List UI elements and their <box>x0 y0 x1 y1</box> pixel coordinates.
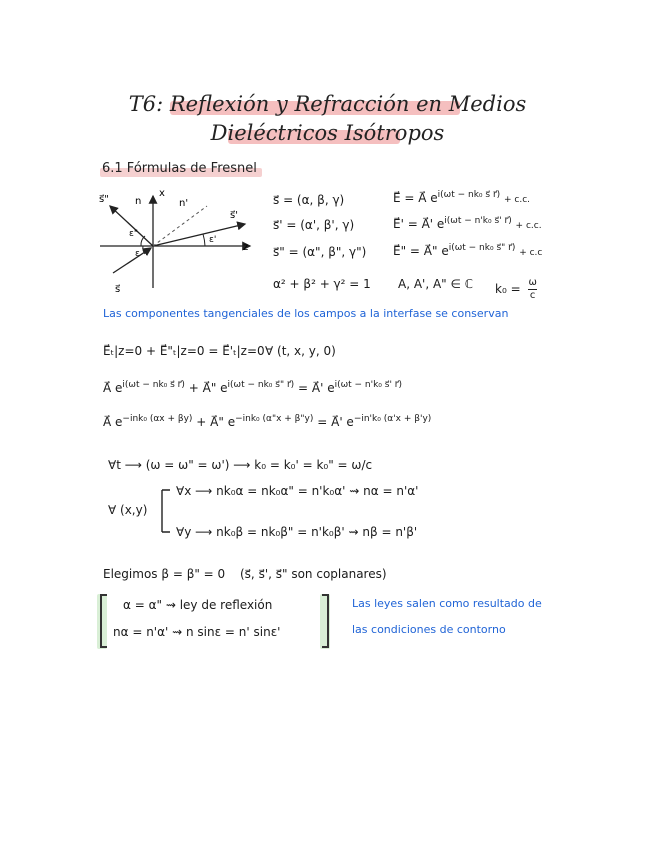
laws-note-line1: Las leyes salen como resultado de <box>352 597 542 610</box>
label-s-trans: s⃗' <box>230 210 238 221</box>
boundary-eq1: E⃗ₜ|z=0 + E⃗"ₜ|z=0 = E⃗'ₜ|z=0 <box>103 344 265 358</box>
consequence-time: ∀t ⟶ (ω = ω" = ω') ⟶ k₀ = k₀' = k₀" = ω/c <box>108 458 373 472</box>
def-k0-label: k₀ = <box>495 282 521 296</box>
label-eps-trans: ε' <box>209 235 217 245</box>
label-n-prime: n' <box>179 198 189 209</box>
def-k0 <box>495 277 537 302</box>
law-reflection: α = α" ⇝ ley de reflexión <box>123 598 273 612</box>
def-k0-num: ω <box>528 277 537 288</box>
def-k0-den: c <box>529 290 536 301</box>
boundary-eq2 <box>103 380 402 395</box>
reflected-ray <box>110 206 153 246</box>
label-eps-refl: ε" <box>129 229 139 239</box>
laws-note-line2: las condiciones de contorno <box>352 623 506 636</box>
eq3-b-exp: −ink₀ (α"x + β"y) <box>235 414 314 424</box>
branch-bracket <box>158 488 178 538</box>
eq3-a: A⃗ e <box>103 415 123 429</box>
label-s-inc: s⃗ <box>115 284 121 295</box>
incident-ray <box>113 248 151 273</box>
consequence-y-branch: ∀y ⟶ nk₀β = nk₀β" = n'k₀β' ⇝ nβ = n'β' <box>176 525 418 539</box>
consequence-x-branch: ∀x ⟶ nk₀α = nk₀α" = n'k₀α' ⇝ nα = n'α' <box>176 484 419 498</box>
eq3-c: = A⃗' e <box>317 415 354 429</box>
label-eps: ε <box>135 249 140 259</box>
def-E-cc: + c.c. <box>504 195 531 205</box>
def-complex: A, A', A" ∈ ℂ <box>398 277 474 291</box>
consequence-forall-xy: ∀ (x,y) <box>108 503 148 517</box>
law-snell: nα = n'α' ⇝ n sinε = n' sinε' <box>113 625 281 639</box>
def-E-dprime-exp: i(ωt − nk₀ s⃗" r⃗) <box>448 243 516 253</box>
label-n: n <box>135 196 142 207</box>
section-heading: 6.1 Fórmulas de Fresnel <box>102 161 257 176</box>
def-E-exp: i(ωt − nk₀ s⃗ r⃗) <box>437 190 501 200</box>
eq2-a-exp: i(ωt − nk₀ s⃗ r⃗) <box>122 380 185 390</box>
eq2-c-exp: i(ωt − n'k₀ s⃗' r⃗) <box>334 380 403 390</box>
eq2-b: + A⃗" e <box>188 381 228 395</box>
def-norm: α² + β² + γ² = 1 <box>273 277 371 291</box>
eq2-c: = A⃗' e <box>298 381 335 395</box>
def-s: s⃗ = (α, β, γ) <box>273 193 345 207</box>
transmitted-ray <box>153 224 245 246</box>
def-E-prime-cc: + c.c. <box>515 221 542 231</box>
eq2-a: A⃗ e <box>103 381 123 395</box>
eq3-c-exp: −in'k₀ (α'x + β'y) <box>353 414 432 424</box>
def-s-prime: s⃗' = (α', β', γ) <box>273 218 355 232</box>
choice-coplanar: (s⃗, s⃗', s⃗" son coplanares) <box>240 567 387 581</box>
def-k0-frac <box>528 277 536 302</box>
def-E-base: E⃗ = A⃗ e <box>393 191 438 205</box>
fresnel-diagram <box>95 188 255 298</box>
label-z: z <box>243 242 249 253</box>
def-E-prime-base: E⃗' = A⃗' e <box>393 217 445 231</box>
eq3-a-exp: −ink₀ (αx + βy) <box>122 414 193 424</box>
tangential-note: Las componentes tangenciales de los campos a la interfase se conservan <box>103 307 509 320</box>
label-x: x <box>159 188 165 199</box>
def-E-prime-exp: i(ωt − n'k₀ s⃗' r⃗) <box>444 216 512 226</box>
boundary-eq1-forall: ∀ (t, x, y, 0) <box>265 344 336 358</box>
eq3-b: + A⃗" e <box>196 415 236 429</box>
def-s-dprime: s⃗" = (α", β", γ") <box>273 245 367 259</box>
label-s-refl: s⃗" <box>99 194 109 205</box>
title-line-2: Dieléctricos Isótropos <box>210 121 445 145</box>
def-E-dprime-cc: + c.c <box>519 248 543 258</box>
def-E-dprime <box>393 243 542 258</box>
def-E-dprime-base: E⃗" = A⃗" e <box>393 244 449 258</box>
boundary-eq3 <box>103 414 431 429</box>
choice-text: Elegimos β = β" = 0 <box>103 567 226 581</box>
title-line-1: T6: Reflexión y Refracción en Medios <box>128 92 527 116</box>
eq2-b-exp: i(ωt − nk₀ s⃗" r⃗) <box>227 380 295 390</box>
def-E <box>393 190 530 205</box>
def-E-prime <box>393 216 542 231</box>
